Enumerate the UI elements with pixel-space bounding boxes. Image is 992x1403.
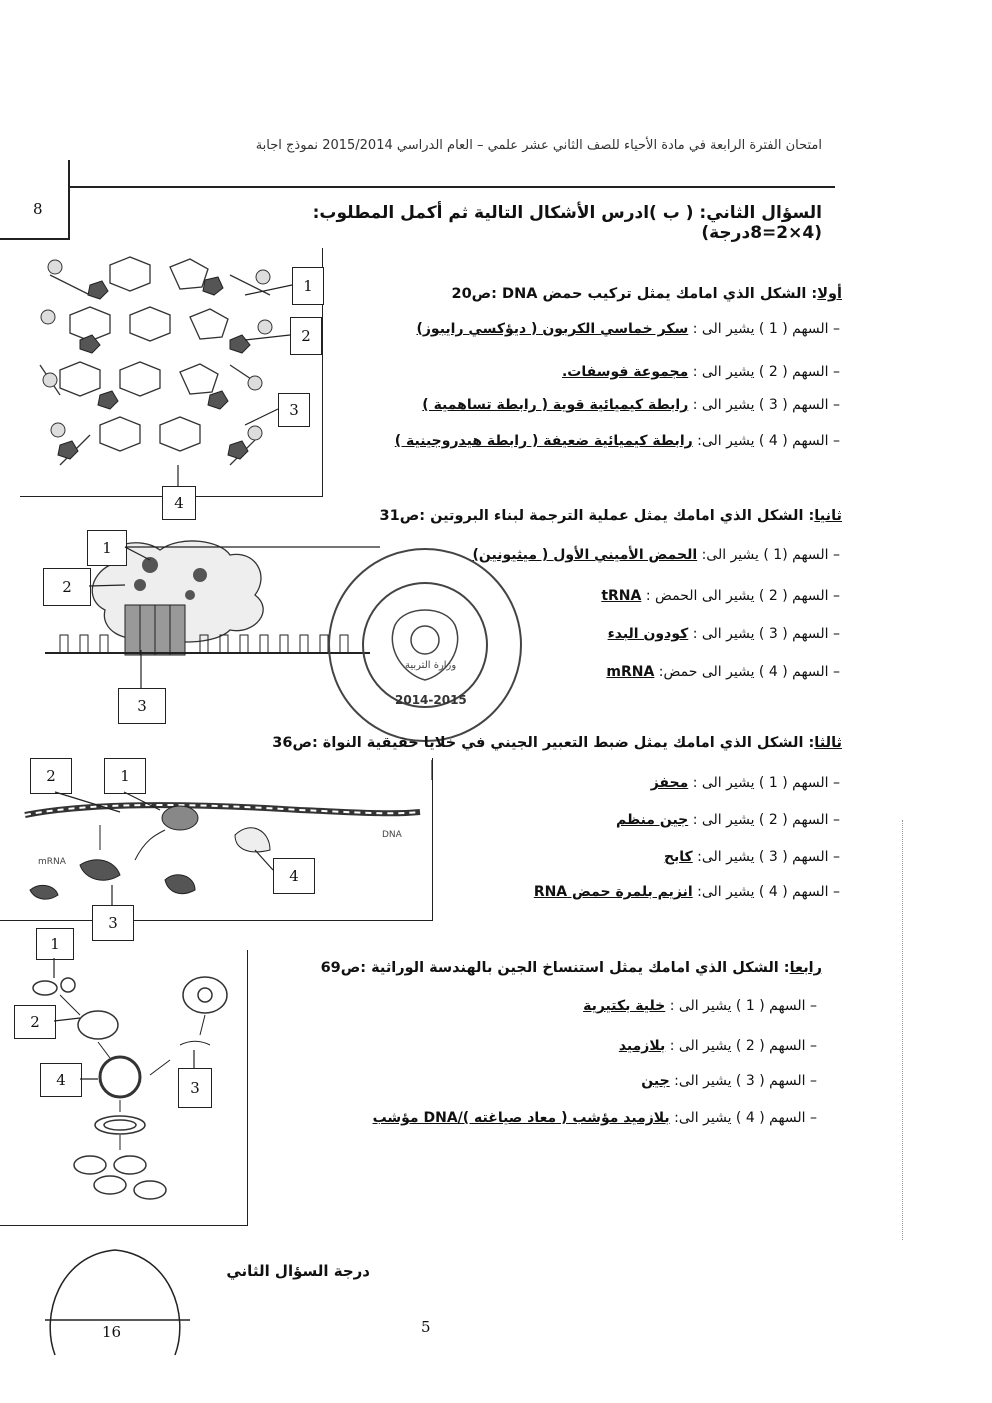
dna-label-3: 3 bbox=[278, 393, 310, 427]
margin-rule bbox=[902, 820, 903, 1240]
section-3-item-4: – السهم ( 4 ) يشير الى: انزيم بلمرة حمض RNA bbox=[533, 884, 840, 900]
section-2-item-2: – السهم ( 2 ) يشير الى الحمض : tRNA bbox=[601, 588, 840, 604]
stamp-ministry: وزارة التربية bbox=[405, 660, 457, 671]
mrna-text: mRNA bbox=[38, 857, 66, 867]
grade-value: 16 bbox=[102, 1323, 122, 1341]
section-4-item-3: – السهم ( 3 ) يشير الى: جين bbox=[641, 1073, 817, 1089]
grade-label: درجة السؤال الثاني bbox=[226, 1262, 370, 1280]
gene-label-4: 4 bbox=[273, 858, 315, 894]
section-3-title: ثالثا: الشكل الذي امامك يمثل ضبط التعبير الجيني في خلايا حقيقية النواة :ص36 bbox=[272, 735, 842, 751]
section-3-item-3: – السهم ( 3 ) يشير الى: كابح bbox=[663, 849, 840, 865]
dna-label-4: 4 bbox=[162, 486, 196, 520]
stamp-year: 2014-2015 bbox=[395, 693, 467, 707]
section-1-title: أولا: الشكل الذي امامك يمثل تركيب حمض DNA :ص20 bbox=[451, 286, 842, 302]
translation-label-3: 3 bbox=[118, 688, 166, 724]
section-3-item-1: – السهم ( 1 ) يشير الى : محفز bbox=[650, 775, 840, 791]
section-1-item-2: – السهم ( 2 ) يشير الى : مجموعة فوسفات. bbox=[561, 364, 840, 380]
page-number: 5 bbox=[421, 1318, 431, 1336]
exam-header: امتحان الفترة الرابعة في مادة الأحياء للصف الثاني عشر علمي – العام الدراسي 2015/2014 نموذج اجابة bbox=[255, 138, 822, 153]
section-1-item-3: – السهم ( 3 ) يشير الى : رابطة كيميائية قوية ( رابطة تساهمية ) bbox=[422, 397, 840, 413]
section-2-title: ثانيا: الشكل الذي امامك يمثل عملية الترجمة لبناء البروتين :ص31 bbox=[379, 508, 842, 524]
question-title: السؤال الثاني: ( ب )ادرس الأشكال التالية ثم أكمل المطلوب: (4×2=8درجة) bbox=[312, 203, 822, 243]
grade-circle bbox=[40, 1245, 190, 1370]
section-2-item-4: – السهم ( 4 ) يشير الى حمض: mRNA bbox=[606, 664, 840, 680]
cloning-label-1: 1 bbox=[36, 928, 74, 960]
cloning-label-3: 3 bbox=[178, 1068, 212, 1108]
gene-label-2: 2 bbox=[30, 758, 72, 794]
section-3-item-2: – السهم ( 2 ) يشير الى : جين منظم bbox=[615, 812, 840, 828]
section-4-title: رابعا: الشكل الذي امامك يمثل استنساخ الجين بالهندسة الوراثية :ص69 bbox=[320, 960, 822, 976]
score-box-value: 8 bbox=[33, 200, 43, 218]
dna-label-2: 2 bbox=[290, 317, 322, 355]
dna-text: DNA bbox=[382, 830, 402, 840]
section-4-item-4: – السهم ( 4 ) يشير الى: بلازميد مؤشب ( معاد صياغته )/DNA مؤشب bbox=[372, 1110, 817, 1126]
cloning-label-2: 2 bbox=[14, 1005, 56, 1039]
section-2-item-3: – السهم ( 3 ) يشير الى : كودون البدء bbox=[607, 626, 840, 642]
dna-label-1: 1 bbox=[292, 267, 324, 305]
translation-label-2: 2 bbox=[43, 568, 91, 606]
gene-label-3: 3 bbox=[92, 905, 134, 941]
cloning-label-4: 4 bbox=[40, 1063, 82, 1097]
translation-label-1: 1 bbox=[87, 530, 127, 566]
section-1-item-4: – السهم ( 4 ) يشير الى: رابطة كيميائية ضعيفة ( رابطة هيدروجينية ) bbox=[394, 433, 840, 449]
section-4-item-2: – السهم ( 2 ) يشير الى : بلازميد bbox=[618, 1038, 817, 1054]
gene-label-1: 1 bbox=[104, 758, 146, 794]
section-4-item-1: – السهم ( 1 ) يشير الى : خلية بكتيرية bbox=[583, 998, 817, 1014]
section-2-item-1: – السهم (1 ) يشير الى: الحمض الأميني الأول ( ميثيونين) bbox=[472, 547, 840, 563]
section-1-item-1: – السهم ( 1 ) يشير الى : سكر خماسي الكربون ( ديؤكسي رايبوز) bbox=[416, 321, 840, 337]
